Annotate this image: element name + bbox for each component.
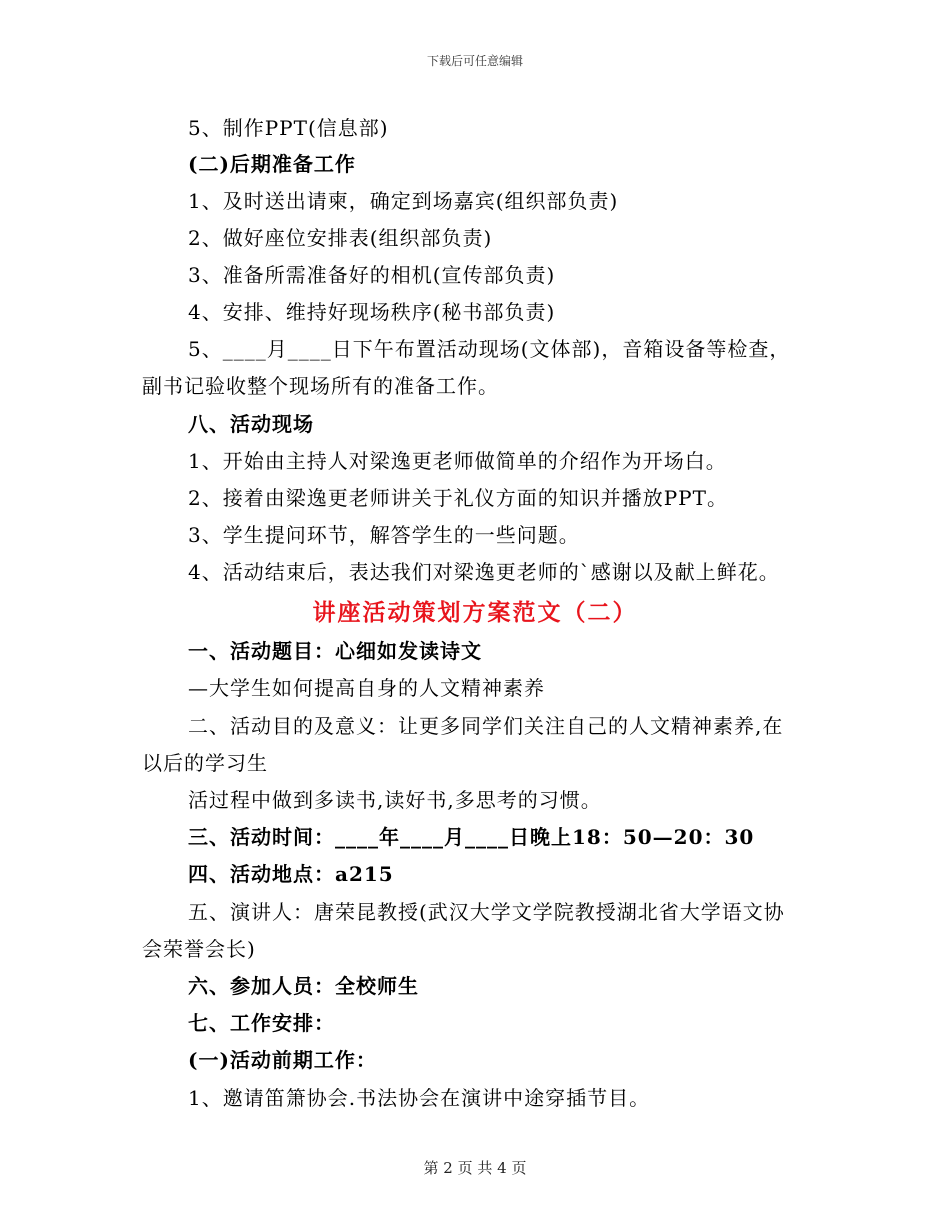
text-line: 1、邀请笛箫协会.书法协会在演讲中途穿插节目。	[188, 1086, 651, 1110]
text-line: 3、学生提问环节，解答学生的一些问题。	[188, 523, 580, 547]
section-heading: 八、活动现场	[188, 412, 314, 436]
document-title: 讲座活动策划方案范文（二）	[312, 600, 638, 626]
section-heading: 一、活动题目：心细如发读诗文	[188, 639, 482, 663]
text-line: 活过程中做到多读书,读好书,多思考的习惯。	[188, 788, 602, 812]
text-line: 5、制作PPT(信息部)	[188, 116, 389, 140]
text-line: 5、____月____日下午布置活动现场(文体部)，音箱设备等检查，	[188, 337, 791, 361]
text-line: 副书记验收整个现场所有的准备工作。	[142, 374, 499, 398]
text-line: —大学生如何提高自身的人文精神素养	[188, 676, 545, 700]
text-line: 4、活动结束后，表达我们对梁逸更老师的`感谢以及献上鲜花。	[188, 560, 780, 584]
page-footer: 第 2 页 共 4 页	[423, 1159, 527, 1177]
text-line: 五、演讲人：唐荣昆教授(武汉大学文学院教授湖北省大学语文协	[188, 900, 785, 924]
section-heading: (一)活动前期工作：	[188, 1048, 377, 1072]
text-line: 1、开始由主持人对梁逸更老师做简单的介绍作为开场白。	[188, 449, 727, 473]
section-heading: 六、参加人员：全校师生	[188, 974, 419, 998]
text-line: 3、准备所需准备好的相机(宣传部负责)	[188, 263, 556, 287]
text-line: 二、活动目的及意义：让更多同学们关注自己的人文精神素养,在	[188, 714, 784, 738]
text-line: 2、接着由梁逸更老师讲关于礼仪方面的知识并播放PPT。	[188, 486, 728, 510]
section-heading: 三、活动时间：____年____月____日晚上18：50—20：30	[188, 825, 755, 849]
text-line: 1、及时送出请柬，确定到场嘉宾(组织部负责)	[188, 189, 619, 213]
section-heading: 四、活动地点：a215	[188, 862, 394, 886]
page-header: 下载后可任意编辑	[426, 54, 523, 68]
text-line: 4、安排、维持好现场秩序(秘书部负责)	[188, 300, 556, 324]
section-heading: (二)后期准备工作	[188, 152, 356, 176]
text-line: 会荣誉会长)	[142, 937, 256, 961]
section-heading: 七、工作安排：	[188, 1011, 335, 1035]
text-line: 以后的学习生	[142, 751, 268, 775]
text-line: 2、做好座位安排表(组织部负责)	[188, 226, 493, 250]
